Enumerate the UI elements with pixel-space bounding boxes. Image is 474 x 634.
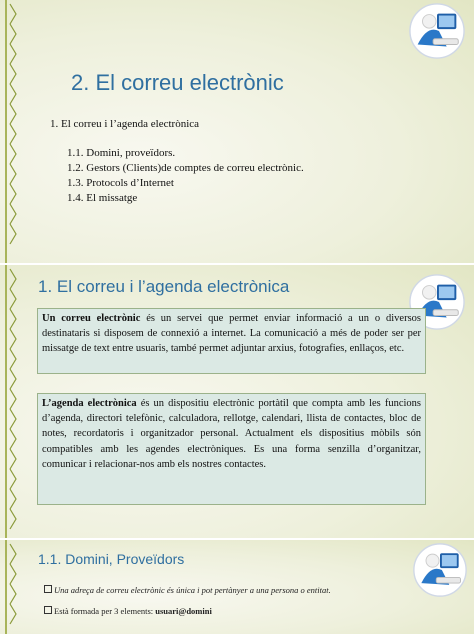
slide-3 bbox=[0, 538, 474, 634]
toc-sub-item: 1.2. Gestors (Clients)de comptes de correu electrònic. bbox=[67, 162, 304, 174]
email-term: Un correu electrònic bbox=[42, 313, 141, 324]
toc-sub-item: 1.1. Domini, proveïdors. bbox=[67, 147, 176, 159]
section-title: 1. El correu i l’agenda electrònica bbox=[38, 277, 290, 296]
computer-user-logo-icon bbox=[412, 542, 468, 598]
computer-user-logo-icon bbox=[408, 2, 466, 60]
arrow-deco-icon bbox=[0, 265, 22, 540]
slide-2 bbox=[0, 263, 474, 540]
toc-sub-item: 1.4. El missatge bbox=[67, 192, 138, 204]
checkbox-bullet-icon bbox=[44, 606, 52, 614]
agenda-term: L’agenda electrònica bbox=[42, 398, 137, 409]
slide-1 bbox=[0, 0, 474, 263]
toc-sub-list bbox=[67, 146, 304, 206]
arrow-deco-icon bbox=[0, 540, 22, 634]
checkbox-bullet-icon bbox=[44, 585, 52, 593]
toc-sub-item: 1.3. Protocols d’Internet bbox=[67, 177, 174, 189]
bullet-item bbox=[44, 606, 212, 616]
page-title: 2. El correu electrònic bbox=[71, 70, 284, 95]
bullet-item bbox=[44, 585, 331, 595]
email-definition-text: és un servei que permet enviar informació a un o diversos destinataris si disposem de connexió a internet. La comunicació a més de poder ser per missatge de text entre usuaris, també permet adjuntar arxius, fotografies, enllaços, etc. bbox=[42, 313, 421, 355]
bullet-text: Una adreça de correu electrònic és única i pot pertànyer a una persona o entitat. bbox=[54, 585, 331, 595]
bullet-text: Està formada per 3 elements: bbox=[54, 606, 156, 616]
email-format-example: usuari@domini bbox=[155, 606, 212, 616]
agenda-definition-text: és un dispositiu electrònic portàtil que compta amb les funcions d’agenda, directori telefònic, calculadora, rellotge, calendari, llista de contactes, bloc de notes, recordatoris i organitzador personal. Actualment els dispositius mòbils són compatibles amb les agendes electròniques. Es una forma senzilla d’organitzar, comunicar i relacionar-nos amb els nostres contactes. bbox=[42, 398, 421, 470]
email-definition-box bbox=[37, 308, 426, 374]
toc-main-item: 1. El correu i l’agenda electrònica bbox=[50, 118, 200, 130]
arrow-deco-icon bbox=[0, 0, 22, 263]
agenda-definition-box bbox=[37, 393, 426, 505]
subsection-title: 1.1. Domini, Proveïdors bbox=[38, 551, 185, 567]
